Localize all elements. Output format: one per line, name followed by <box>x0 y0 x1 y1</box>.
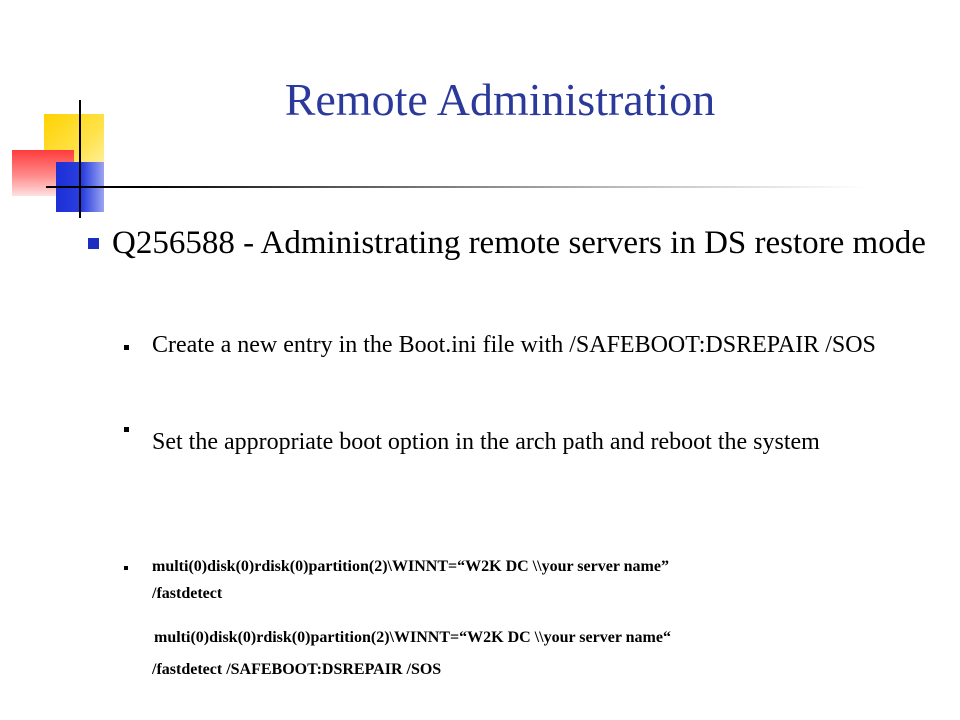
bootini-entry-line: multi(0)disk(0)rdisk(0)partition(2)\WINNT=“W2K DC \\your server name” <box>152 558 669 575</box>
bootini-new-entry-line: multi(0)disk(0)rdisk(0)partition(2)\WINNT=“W2K DC \\your server name“ <box>154 629 671 646</box>
bootini-entry-line: /fastdetect <box>152 585 223 602</box>
slide-title: Remote Administration <box>284 74 716 125</box>
sub-bullet-text: Set the appropriate boot option in the arch path and reboot the system <box>152 429 820 455</box>
bootini-new-entry-line: /fastdetect /SAFEBOOT:DSREPAIR /SOS <box>152 661 442 678</box>
main-bullet-text: Q256588 - Administrating remote servers in DS restore mode <box>112 225 926 261</box>
title-underline-divider <box>46 186 866 188</box>
square-bullet-icon <box>88 238 99 249</box>
small-square-bullet-icon <box>124 427 129 432</box>
small-square-bullet-icon <box>124 566 128 570</box>
sub-bullet-text: Create a new entry in the Boot.ini file with /SAFEBOOT:DSREPAIR /SOS <box>152 332 876 358</box>
small-square-bullet-icon <box>124 345 129 350</box>
